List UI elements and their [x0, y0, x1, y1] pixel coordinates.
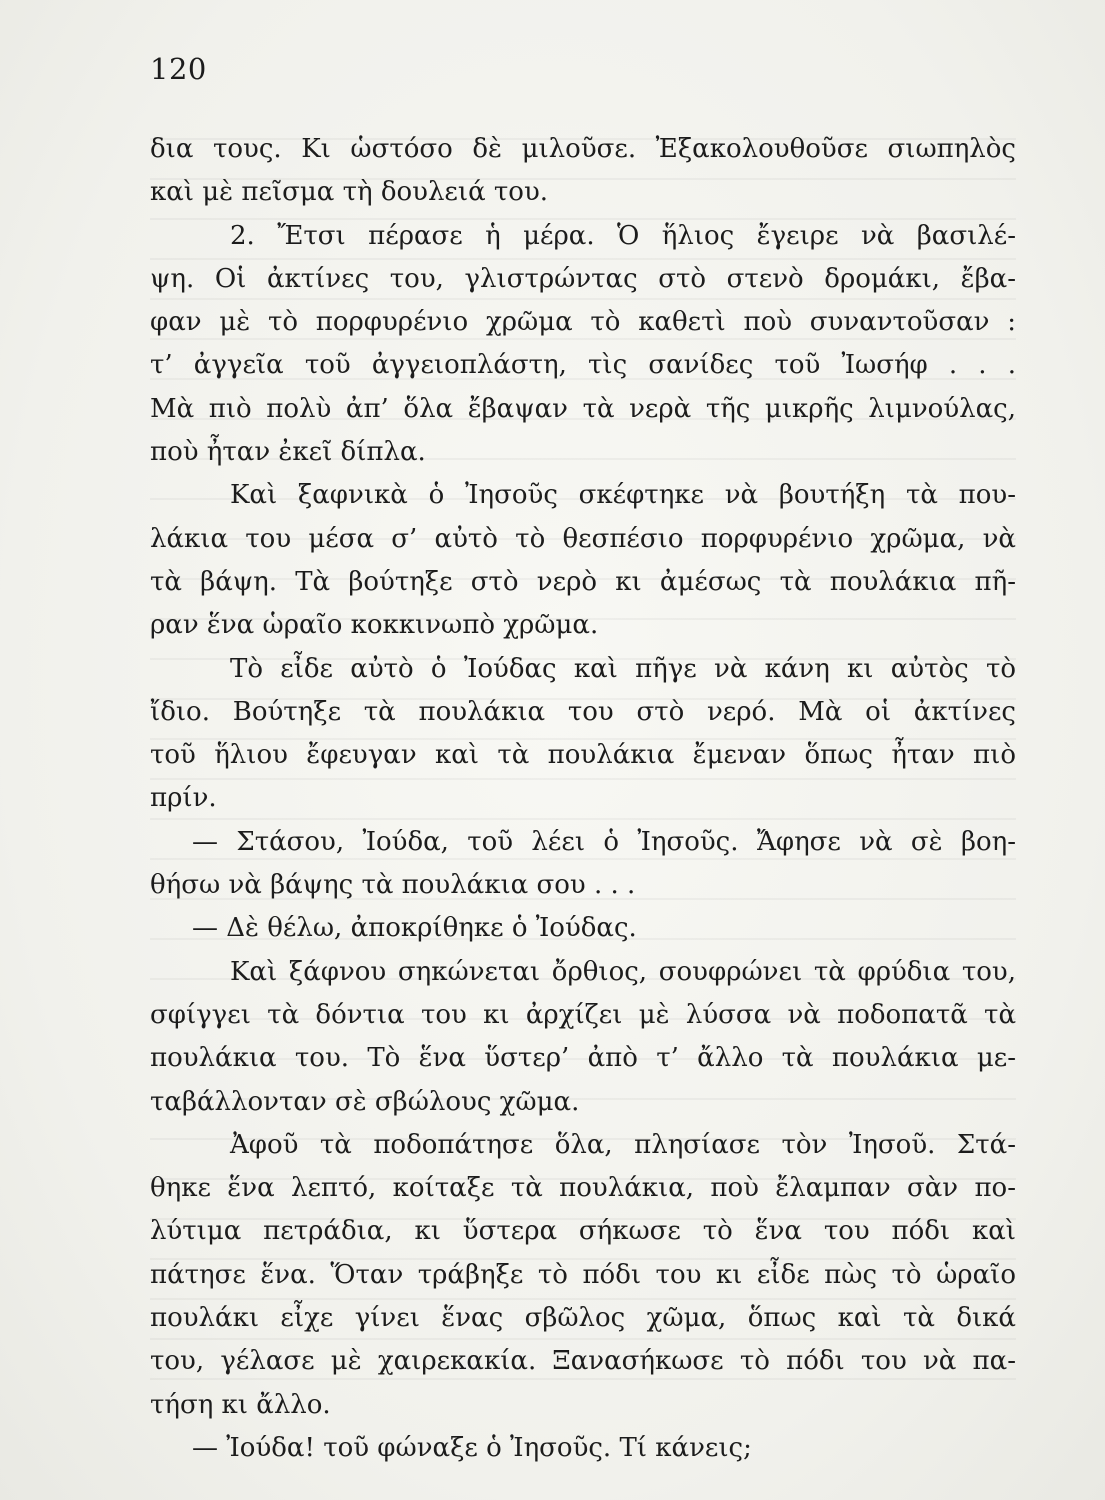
text-line: Ἀφοῦ τὰ ποδοπάτησε ὅλα, πλησίασε τὸν Ἰησοῦ. Στά-: [230, 1129, 1016, 1160]
text-line: φαν μὲ τὸ πορφυρένιο χρῶμα τὸ καθετὶ ποὺ συναντοῦσαν :: [150, 307, 1016, 338]
text-line: θήσω νὰ βάψης τὰ πουλάκια σου . . .: [150, 870, 636, 901]
text-line: πάτησε ἕνα. Ὅταν τράβηξε τὸ πόδι του κι εἶδε πὼς τὸ ὡραῖο: [150, 1259, 1016, 1290]
text-line: 2. Ἔτσι πέρασε ἡ μέρα. Ὁ ἥλιος ἔγειρε νὰ βασιλέ-: [230, 220, 1016, 251]
text-line: καὶ μὲ πεῖσμα τὴ δουλειά του.: [150, 177, 549, 208]
text-line: ψη. Οἱ ἀκτίνες του, γλιστρώντας στὸ στενὸ δρομάκι, ἔβα-: [150, 263, 1016, 294]
text-line: λύτιμα πετράδια, κι ὕστερα σήκωσε τὸ ἕνα του πόδι καὶ: [150, 1216, 1016, 1247]
text-line: ἴδιο. Βούτηξε τὰ πουλάκια του στὸ νερό. Μὰ οἱ ἀκτίνες: [150, 696, 1016, 727]
text-line: ταβάλλονταν σὲ σβώλους χῶμα.: [150, 1086, 580, 1117]
text-line: Καὶ ξαφνικὰ ὁ Ἰησοῦς σκέφτηκε νὰ βουτήξη τὰ που-: [230, 480, 1016, 511]
text-line: Μὰ πιὸ πολὺ ἀπ’ ὅλα ἔβαψαν τὰ νερὰ τῆς μικρῆς λιμνούλας,: [150, 393, 1016, 424]
text-line: — Ἰούδα! τοῦ φώναξε ὁ Ἰησοῦς. Τί κάνεις;: [192, 1432, 752, 1463]
text-line: Τὸ εἶδε αὐτὸ ὁ Ἰούδας καὶ πῆγε νὰ κάνη κι αὐτὸς τὸ: [230, 653, 1016, 684]
text-line: τ’ ἀγγεῖα τοῦ ἀγγειοπλάστη, τὶς σανίδες τοῦ Ἰωσήφ . . .: [150, 350, 1016, 381]
text-line: τοῦ ἥλιου ἔφευγαν καὶ τὰ πουλάκια ἔμεναν ὅπως ἦταν πιὸ: [150, 740, 1016, 771]
text-line: Καὶ ξάφνου σηκώνεται ὄρθιος, σουφρώνει τὰ φρύδια του,: [230, 956, 1016, 987]
text-line: θηκε ἕνα λεπτό, κοίταξε τὰ πουλάκια, ποὺ ἔλαμπαν σὰν πο-: [150, 1173, 1016, 1204]
text-line: τήση κι ἄλλο.: [150, 1389, 331, 1420]
text-line: λάκια του μέσα σ’ αὐτὸ τὸ θεσπέσιο πορφυρένιο χρῶμα, νὰ: [150, 523, 1016, 554]
text-line: ποὺ ἦταν ἐκεῖ δίπλα.: [150, 437, 426, 468]
text-line: — Στάσου, Ἰούδα, τοῦ λέει ὁ Ἰησοῦς. Ἄφησε νὰ σὲ βοη-: [192, 826, 1016, 857]
text-line: δια τους. Κι ὡστόσο δὲ μιλοῦσε. Ἐξακολουθοῦσε σιωπηλὸς: [150, 134, 1016, 164]
page-number: 120: [150, 52, 207, 86]
body-text: [150, 128, 1016, 1470]
text-line: ραν ἕνα ὡραῖο κοκκινωπὸ χρῶμα.: [150, 610, 599, 641]
text-line: σφίγγει τὰ δόντια του κι ἀρχίζει μὲ λύσσα νὰ ποδοπατᾶ τὰ: [150, 999, 1016, 1030]
text-line: του, γέλασε μὲ χαιρεκακία. Ξανασήκωσε τὸ πόδι του νὰ πα-: [150, 1346, 1016, 1377]
text-line: πρίν.: [150, 783, 217, 814]
text-line: — Δὲ θέλω, ἀποκρίθηκε ὁ Ἰούδας.: [192, 913, 637, 944]
text-line: πουλάκια του. Τὸ ἕνα ὕστερ’ ἀπὸ τ’ ἄλλο τὰ πουλάκια με-: [150, 1043, 1016, 1074]
text-line: πουλάκι εἶχε γίνει ἕνας σβῶλος χῶμα, ὅπως καὶ τὰ δικά: [150, 1303, 1016, 1334]
text-line: τὰ βάψη. Τὰ βούτηξε στὸ νερὸ κι ἀμέσως τὰ πουλάκια πῆ-: [150, 566, 1016, 597]
